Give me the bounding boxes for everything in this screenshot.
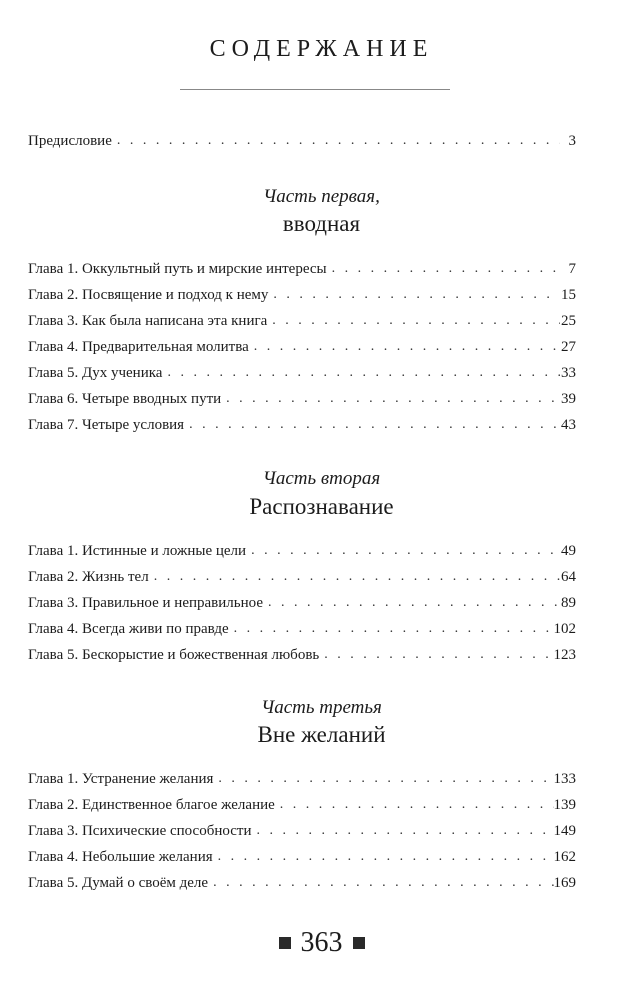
dot-leader — [226, 388, 560, 410]
toc-entry-page: 15 — [561, 287, 576, 303]
dot-leader — [256, 820, 553, 842]
dot-leader — [268, 592, 560, 614]
toc-entry[interactable] — [28, 388, 576, 410]
part-title: Распознавание — [249, 494, 394, 519]
dot-leader — [254, 336, 560, 358]
dot-leader — [324, 644, 553, 666]
toc-entry-label: Глава 4. Предварительная молитва — [28, 339, 249, 355]
dot-leader — [251, 540, 560, 562]
dot-leader — [218, 768, 553, 790]
toc-entry-label: Глава 4. Небольшие желания — [28, 849, 213, 865]
toc-entry-page: 33 — [561, 365, 576, 381]
toc-entry-label: Глава 3. Как была написана эта книга — [28, 313, 268, 329]
part-label: Часть вторая — [262, 468, 381, 489]
toc-entry[interactable] — [28, 820, 576, 842]
toc-entry-page: 139 — [553, 797, 576, 813]
dot-leader — [117, 130, 560, 152]
toc-entry-page: 43 — [561, 417, 576, 433]
part-label: Часть первая, — [263, 186, 380, 207]
dot-leader — [213, 872, 553, 894]
toc-entry[interactable] — [28, 768, 576, 790]
dot-leader — [154, 566, 560, 588]
toc-entry[interactable] — [28, 872, 576, 894]
toc-entry-label: Глава 5. Бескорыстие и божественная любовь — [28, 647, 320, 663]
toc-entry-page: 89 — [561, 595, 576, 611]
toc-entry-label: Глава 3. Психические способности — [28, 823, 252, 839]
toc-entry-label: Глава 2. Жизнь тел — [28, 569, 149, 585]
toc-entry[interactable] — [28, 310, 576, 332]
toc-entry-preface[interactable] — [28, 130, 576, 152]
page-number: 363 — [300, 927, 343, 958]
toc-entry-page: 25 — [561, 313, 576, 329]
toc-entry-label: Глава 1. Истинные и ложные цели — [28, 543, 247, 559]
toc-entry-label: Глава 1. Оккультный путь и мирские интересы — [28, 261, 327, 277]
toc-entry[interactable] — [28, 414, 576, 436]
toc-entry-page: 64 — [561, 569, 576, 585]
toc-entry-page: 27 — [561, 339, 576, 355]
toc-entry-label: Предисловие — [28, 133, 112, 149]
toc-entry-page: 102 — [553, 621, 576, 637]
toc-entry-label: Глава 3. Правильное и неправильное — [28, 595, 263, 611]
toc-entry-label: Глава 1. Устранение желания — [28, 771, 214, 787]
dot-leader — [332, 258, 560, 280]
toc-entry-label: Глава 7. Четыре условия — [28, 417, 185, 433]
toc-entry[interactable] — [28, 258, 576, 280]
toc-entry[interactable] — [28, 846, 576, 868]
dot-leader — [280, 794, 554, 816]
toc-entry-label: Глава 5. Дух ученика — [28, 365, 163, 381]
toc-entry-label: Глава 6. Четыре вводных пути — [28, 391, 222, 407]
toc-entry[interactable] — [28, 362, 576, 384]
dot-leader — [273, 284, 560, 306]
part-title: Вне желаний — [257, 722, 386, 747]
page-title: СОДЕРЖАНИЕ — [209, 36, 434, 62]
toc-entry[interactable] — [28, 794, 576, 816]
toc-entry[interactable] — [28, 644, 576, 666]
toc-entry[interactable] — [28, 284, 576, 306]
title-rule — [180, 89, 450, 90]
toc-entry[interactable] — [28, 540, 576, 562]
toc-entry-label: Глава 4. Всегда живи по правде — [28, 621, 229, 637]
toc-entry-page: 123 — [553, 647, 576, 663]
toc-entry-label: Глава 2. Посвящение и подход к нему — [28, 287, 269, 303]
dot-leader — [189, 414, 560, 436]
dot-leader — [167, 362, 560, 384]
toc-entry-page: 39 — [561, 391, 576, 407]
square-ornament-icon — [279, 937, 291, 949]
toc-entry-page: 49 — [561, 543, 576, 559]
toc-entry[interactable] — [28, 336, 576, 358]
toc-entry[interactable] — [28, 618, 576, 640]
toc-entry[interactable] — [28, 566, 576, 588]
dot-leader — [218, 846, 554, 868]
toc-entry-page: 162 — [553, 849, 576, 865]
part-label: Часть третья — [261, 697, 382, 718]
toc-entry-page: 3 — [568, 133, 576, 149]
toc-entry-label: Глава 2. Единственное благое желание — [28, 797, 275, 813]
dot-leader — [234, 618, 554, 640]
toc-entry-label: Глава 5. Думай о своём деле — [28, 875, 209, 891]
footer — [0, 927, 643, 959]
part-title: вводная — [282, 211, 361, 236]
dot-leader — [272, 310, 560, 332]
toc-entry-page: 169 — [553, 875, 576, 891]
square-ornament-icon — [353, 937, 365, 949]
toc-entry-page: 7 — [568, 261, 576, 277]
toc-entry-page: 149 — [553, 823, 576, 839]
toc-entry[interactable] — [28, 592, 576, 614]
toc-entry-page: 133 — [553, 771, 576, 787]
